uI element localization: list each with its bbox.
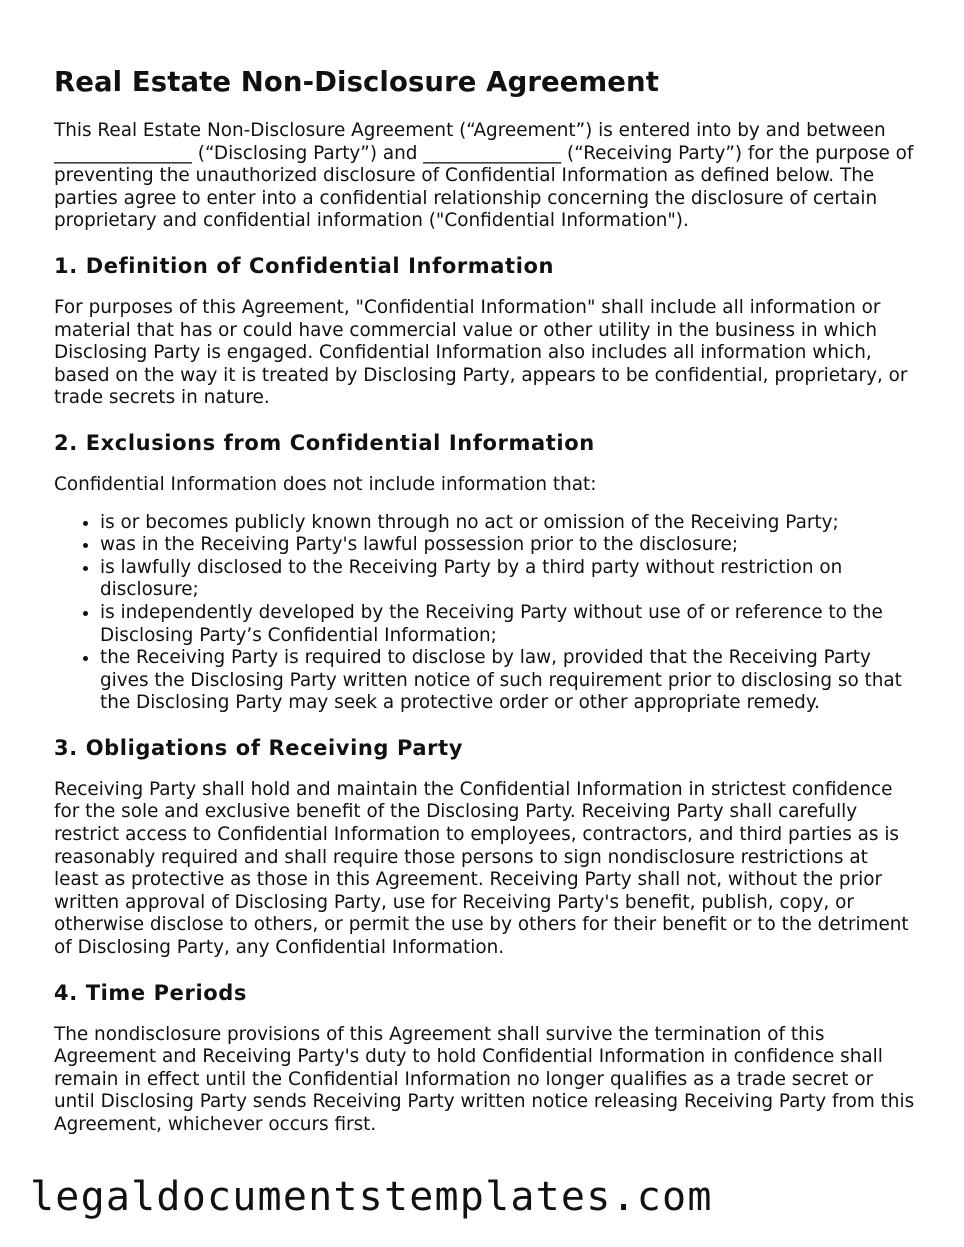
section-4-heading: 4. Time Periods	[54, 980, 248, 1005]
section-4-body: The nondisclosure provisions of this Agreement shall survive the termination of this Agreement and Receiving Party's duty to hold Confidential Information in confidence shall remain in effect until the Confidential Information no longer qualifies as a trade secret or until Disclosing Party sends Receiving Party written notice releasing Receiving Party from this Agreement, whichever occurs first.	[54, 1023, 915, 1135]
section-2-body: Confidential Information does not include information that:	[54, 473, 597, 495]
intro-paragraph: This Real Estate Non-Disclosure Agreement (“Agreement”) is entered into by and between _______________ (“Disclosing Party”) and _______________ (“Receiving Party”) for the purpose of preventing the unauthorized disclosure of Confidential Information as defined below. The parties agree to enter into a confidential relationship concerning the disclosure of certain proprietary and confidential information ("Confidential Information").	[54, 120, 914, 232]
section-3-body: Receiving Party shall hold and maintain the Confidential Information in strictest confidence for the sole and exclusive benefit of the Disclosing Party. Receiving Party shall carefully restrict access to Confidential Information to employees, contractors, and third parties as is reasonably required and shall require those persons to sign nondisclosure restrictions at least as protective as those in this Agreement. Receiving Party shall not, without the prior written approval of Disclosing Party, use for Receiving Party's benefit, publish, copy, or otherwise disclose to others, or permit the use by others for their benefit or to the detriment of Disclosing Party, any Confidential Information.	[54, 778, 909, 959]
section-2-heading: 2. Exclusions from Confidential Information	[54, 430, 595, 455]
list-item: • is or becomes publicly known through no act or omission of the Receiving Party;	[100, 512, 916, 535]
document-title: Real Estate Non-Disclosure Agreement	[54, 66, 659, 98]
section-3-heading: 3. Obligations of Receiving Party	[54, 735, 464, 760]
list-item: • the Receiving Party is required to disclose by law, provided that the Receiving Party gives the Disclosing Party written notice of such requirement prior to disclosing so that the Disclosing Party may seek a protective order or other appropriate remedy.	[100, 647, 916, 715]
exclusions-list	[54, 512, 916, 715]
section-1-heading: 1. Definition of Confidential Information	[54, 253, 555, 278]
list-item: • was in the Receiving Party's lawful possession prior to the disclosure;	[100, 534, 916, 557]
document-page	[54, 62, 916, 1155]
section-1-body: For purposes of this Agreement, "Confidential Information" shall include all information or material that has or could have commercial value or other utility in the business in which Disclosing Party is engaged. Confidential Information also includes all information which, based on the way it is treated by Disclosing Party, appears to be confidential, proprietary, or trade secrets in nature.	[54, 296, 908, 409]
list-item: • is independently developed by the Receiving Party without use of or reference to the Disclosing Party’s Confidential Information;	[100, 602, 916, 647]
list-item: • is lawfully disclosed to the Receiving Party by a third party without restriction on disclosure;	[100, 557, 916, 602]
watermark-text: legaldocumentstemplates.com	[30, 1174, 713, 1220]
